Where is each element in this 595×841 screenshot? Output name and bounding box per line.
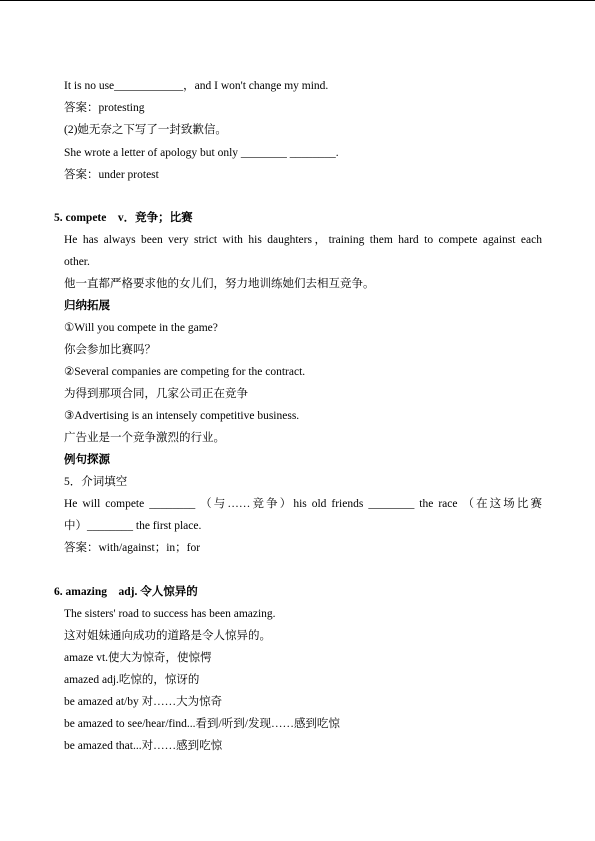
answer-1: 答案：protesting (64, 102, 145, 114)
example-3-zh: 广告业是一个竞争激烈的行业。 (64, 432, 225, 444)
section-5-example-en-1: He has always been very strict with his daughters，training them hard to compete against each (64, 234, 542, 246)
derivative-1: amaze vt.使大为惊奇，使惊愕 (64, 652, 212, 664)
sentence-blank-1: It is no use____________，and I won't change my mind. (64, 80, 329, 92)
phrase-1: be amazed at/by 对……大为惊奇 (64, 696, 223, 708)
example-3-en: ③Advertising is an intensely competitive business. (64, 410, 300, 422)
phrase-3: be amazed that...对……感到吃惊 (64, 740, 223, 752)
exercise-line-2: 中）________ the first place. (64, 520, 202, 532)
example-1-zh: 你会参加比赛吗？ (64, 344, 156, 356)
section-6-heading: 6. amazing adj. 令人惊异的 (54, 586, 198, 598)
section-5-heading: 5. compete v．竞争；比赛 (54, 212, 193, 224)
section-5-example-zh: 他一直都严格要求他的女儿们，努力地训练她们去相互竞争。 (64, 278, 375, 290)
answer-2: 答案：under protest (64, 169, 159, 181)
exercise-answer: 答案：with/against；in；for (64, 542, 201, 554)
exercise-line-1: He will compete ________ （与……竞争）his old friends ________ the race （在这场比赛 (64, 498, 542, 510)
section-6-example-en: The sisters' road to success has been amazing. (64, 608, 276, 620)
example-2-zh: 为得到那项合同，几家公司正在竞争 (64, 388, 248, 400)
exercise-title: 5．介词填空 (64, 476, 128, 488)
induction-title: 归纳拓展 (64, 300, 110, 312)
sentence-blank-2: She wrote a letter of apology but only ________ ________. (64, 147, 339, 159)
section-6-example-zh: 这对姐妹通向成功的道路是令人惊异的。 (64, 630, 271, 642)
section-5-example-en-2: other. (64, 256, 90, 268)
source-title: 例句探源 (64, 454, 110, 466)
phrase-2: be amazed to see/hear/find...看到/听到/发现……感到吃惊 (64, 718, 340, 730)
example-1-en: ①Will you compete in the game? (64, 322, 218, 334)
example-2-en: ②Several companies are competing for the contract. (64, 366, 306, 378)
item-2-prompt: (2)她无奈之下写了一封致歉信。 (64, 124, 227, 136)
derivative-2: amazed adj.吃惊的，惊讶的 (64, 674, 200, 686)
